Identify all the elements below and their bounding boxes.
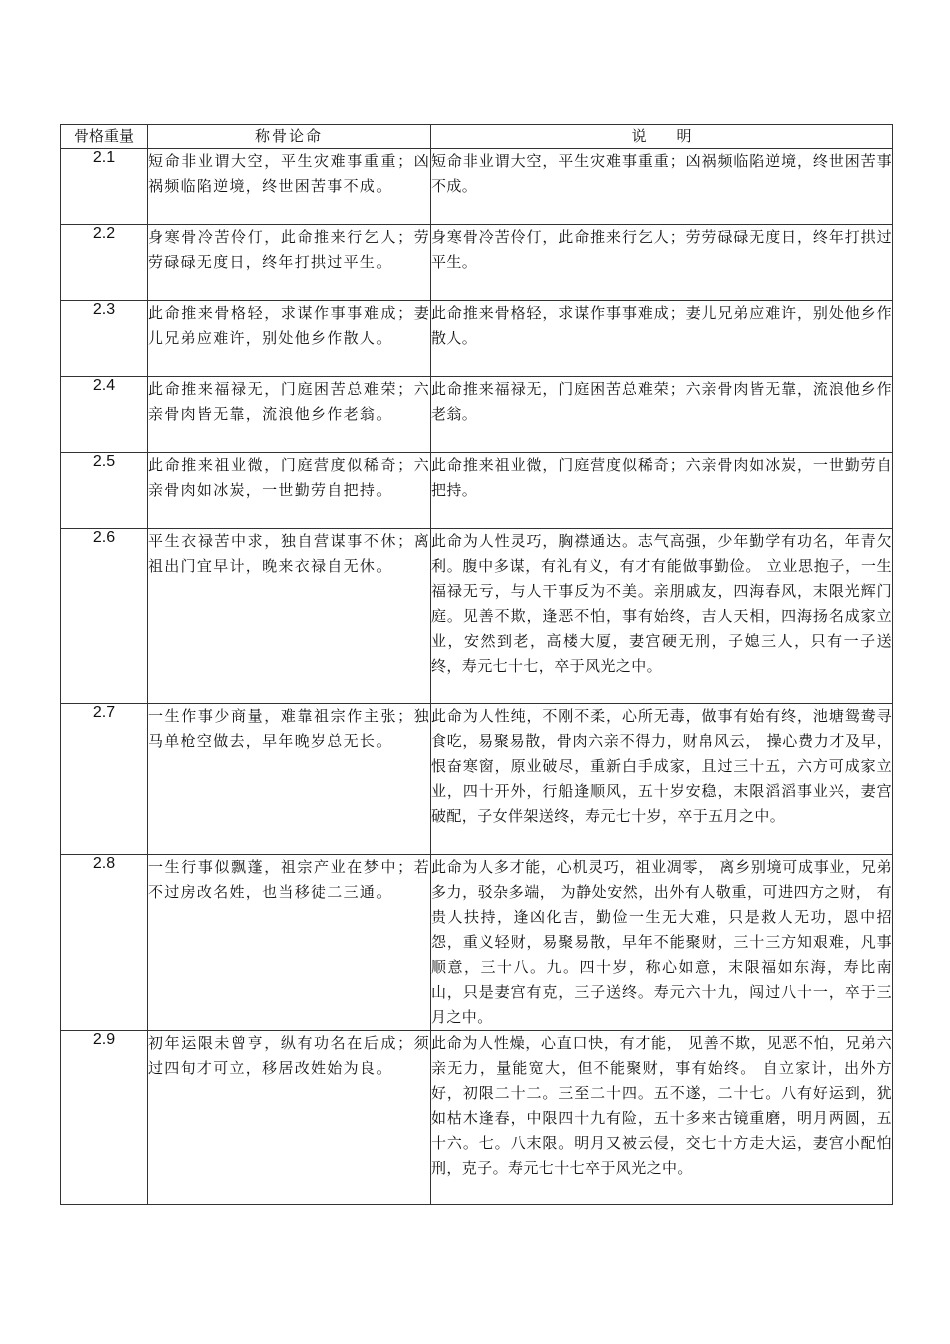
table-row: [61, 301, 893, 377]
row-explanation: 身寒骨冷苦伶仃，此命推来行乞人；劳劳碌碌无度日，终年打拱过平生。: [431, 225, 893, 301]
row-verse: 一生作事少商量，难靠祖宗作主张；独马单枪空做去，早年晚岁总无长。: [148, 704, 431, 855]
row-weight: 2.9: [61, 1031, 148, 1205]
row-explanation: 此命为人性纯，不刚不柔，心所无毒，做事有始有终，池塘鸳鸯寻食吃，易聚易散，骨肉六亲不得力，财帛风云， 操心费力才及早，恨奋寒窗，原业破尽，重新白手成家，且过三十五，六方可成家立业，四十开外，行船逢顺风，五十岁安稳，末限滔滔事业兴，妻宫破配，子女伴架送终，寿元七十岁，卒于五月之中。: [431, 704, 893, 855]
row-verse: 此命推来福禄无，门庭困苦总难荣；六亲骨肉皆无靠，流浪他乡作老翁。: [148, 377, 431, 453]
row-weight: 2.4: [61, 377, 148, 453]
header-bone-weight: 骨格重量: [61, 125, 148, 149]
row-weight: 2.5: [61, 453, 148, 529]
table-row: [61, 377, 893, 453]
header-bone-verse: 称骨论命: [148, 125, 431, 149]
table-header-row: [61, 125, 893, 149]
row-weight: 2.6: [61, 529, 148, 704]
row-weight: 2.2: [61, 225, 148, 301]
row-weight: 2.8: [61, 855, 148, 1031]
row-verse: 短命非业谓大空，平生灾难事重重；凶祸频临陷逆境，终世困苦事不成。: [148, 149, 431, 225]
row-explanation: 此命为人性燥，心直口快，有才能， 见善不欺，见恶不怕，兄弟六亲无力，量能宽大，但不能聚财，事有始终。 自立家计，出外方好，初限二十二。三至二十四。五不遂，二十七。八有好运到，犹如枯木逢春，中限四十九有险，五十多来古镜重磨，明月两圆，五十六。七。八末限。明月又被云侵，交七十方走大运，妻宫小配怕刑，克子。寿元七十七卒于风光之中。: [431, 1031, 893, 1205]
row-verse: 此命推来骨格轻，求谋作事事难成；妻儿兄弟应难许，别处他乡作散人。: [148, 301, 431, 377]
row-explanation: 此命为人多才能，心机灵巧，祖业凋零， 离乡别境可成事业，兄弟多力，驳杂多端， 为静处安然，出外有人敬重，可进四方之财， 有贵人扶持，逢凶化吉，勤俭一生无大难，只是救人无功，恩中招怨，重义轻财，易聚易散，早年不能聚财，三十三方知艰难，凡事顺意，三十八。九。四十岁，称心如意，末限福如东海，寿比南山，只是妻宫有克，三子送终。寿元六十九，闯过八十一，卒于三月之中。: [431, 855, 893, 1031]
row-explanation: 此命推来祖业微，门庭营度似稀奇；六亲骨肉如冰炭，一世勤劳自把持。: [431, 453, 893, 529]
row-verse: 初年运限未曾亨，纵有功名在后成；须过四旬才可立，移居改姓始为良。: [148, 1031, 431, 1205]
bone-weight-table: [60, 124, 893, 1205]
table-row: [61, 704, 893, 855]
row-verse: 平生衣禄苦中求，独自营谋事不休；离祖出门宜早计，晚来衣禄自无休。: [148, 529, 431, 704]
table-row: [61, 529, 893, 704]
row-explanation: 此命推来骨格轻，求谋作事事难成；妻儿兄弟应难许，别处他乡作散人。: [431, 301, 893, 377]
row-weight: 2.1: [61, 149, 148, 225]
table-row: [61, 855, 893, 1031]
table-row: [61, 453, 893, 529]
row-explanation: 短命非业谓大空，平生灾难事重重；凶祸频临陷逆境，终世困苦事不成。: [431, 149, 893, 225]
row-verse: 一生行事似飘蓬，祖宗产业在梦中；若不过房改名姓，也当移徒二三通。: [148, 855, 431, 1031]
table-row: [61, 1031, 893, 1205]
row-verse: 身寒骨冷苦伶仃，此命推来行乞人；劳劳碌碌无度日，终年打拱过平生。: [148, 225, 431, 301]
header-explanation: 说 明: [431, 125, 893, 149]
table-row: [61, 225, 893, 301]
row-explanation: 此命为人性灵巧，胸襟通达。志气高强，少年勤学有功名，年青欠利。腹中多谋，有礼有义，有才有能做事勤俭。 立业思抱子，一生福禄无亏，与人干事反为不美。亲朋戚友，四海春风，末限光辉门庭。见善不欺，逢恶不怕，事有始终，吉人天相，四海扬名成家立业，安然到老，高楼大厦，妻宫硬无刑，子媳三人，只有一子送终，寿元七十七，卒于风光之中。: [431, 529, 893, 704]
table-row: [61, 149, 893, 225]
row-weight: 2.3: [61, 301, 148, 377]
row-explanation: 此命推来福禄无，门庭困苦总难荣；六亲骨肉皆无靠，流浪他乡作老翁。: [431, 377, 893, 453]
row-verse: 此命推来祖业微，门庭营度似稀奇；六亲骨肉如冰炭，一世勤劳自把持。: [148, 453, 431, 529]
row-weight: 2.7: [61, 704, 148, 855]
